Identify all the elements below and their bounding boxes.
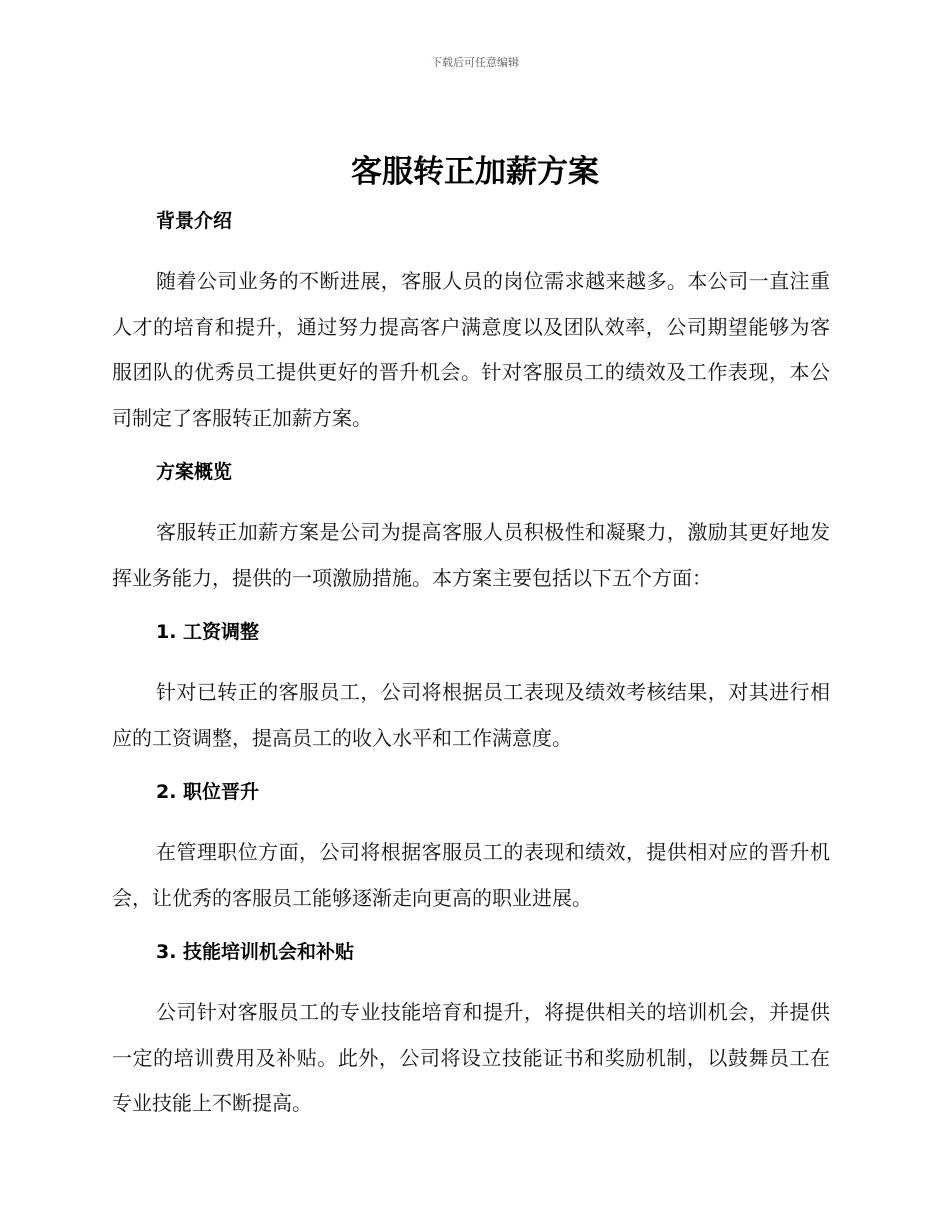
section-heading-promotion: 2. 职位晋升: [156, 781, 260, 803]
section-paragraph-overview: 客服转正加薪方案是公司为提高客服人员积极性和凝聚力，激励其更好地发挥业务能力，提供的一项激励措施。本方案主要包括以下五个方面：: [112, 520, 830, 590]
section-heading-overview: 方案概览: [156, 461, 233, 483]
section-paragraph-background: 随着公司业务的不断进展，客服人员的岗位需求越来越多。本公司一直注重人才的培育和提升，通过努力提高客户满意度以及团队效率，公司期望能够为客服团队的优秀员工提供更好的晋升机会。针对客服员工的绩效及工作表现，本公司制定了客服转正加薪方案。: [112, 269, 830, 430]
section-heading-background: 背景介绍: [156, 210, 233, 232]
section-heading-training: 3. 技能培训机会和补贴: [156, 941, 355, 963]
document-body: [112, 203, 830, 1127]
document-title: 客服转正加薪方案: [351, 154, 599, 190]
section-paragraph-salary-adjustment: 针对已转正的客服员工，公司将根据员工表现及绩效考核结果，对其进行相应的工资调整，提高员工的收入水平和工作满意度。: [112, 680, 830, 750]
section-paragraph-promotion: 在管理职位方面，公司将根据客服员工的表现和绩效，提供相对应的晋升机会，让优秀的客服员工能够逐渐走向更高的职业进展。: [112, 840, 830, 910]
section-paragraph-training: 公司针对客服员工的专业技能培育和提升，将提供相关的培训机会，并提供一定的培训费用及补贴。此外，公司将设立技能证书和奖励机制，以鼓舞员工在专业技能上不断提高。: [112, 1000, 830, 1115]
header-note: 下载后可任意编辑: [431, 56, 519, 69]
section-heading-salary-adjustment: 1. 工资调整: [156, 621, 260, 643]
